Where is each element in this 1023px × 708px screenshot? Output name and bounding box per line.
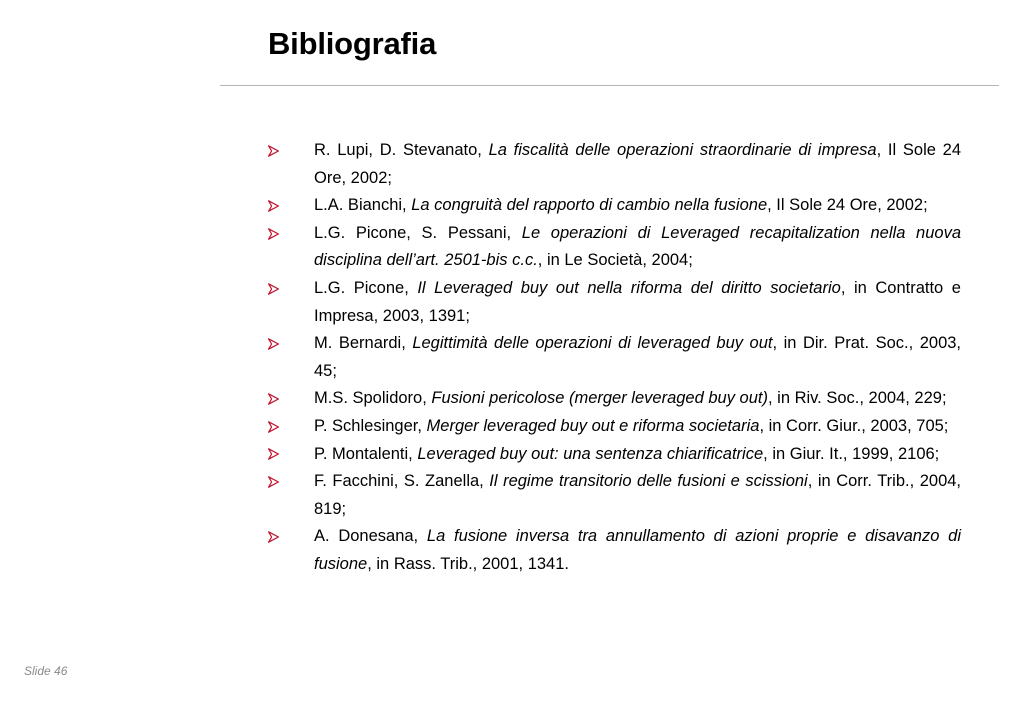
entry-authors: A. Donesana, — [314, 527, 427, 546]
entry-authors: F. Facchini, S. Zanella, — [314, 472, 490, 491]
entry-authors: L.A. Bianchi, — [314, 196, 412, 215]
entry-authors: L.G. Picone, — [314, 278, 418, 297]
entry-title: Il regime transitorio delle fusioni e scissioni — [489, 472, 808, 491]
entry-title: La congruità del rapporto di cambio nella fusione — [411, 196, 768, 215]
bibliography-list — [268, 137, 961, 579]
slide-title: Bibliografia — [268, 26, 437, 61]
entry-publication: , in Contratto e Impresa, 2003, 1391; — [314, 278, 961, 325]
entry-authors: P. Montalenti, — [314, 444, 418, 463]
entry-authors: R. Lupi, D. Stevanato, — [314, 141, 489, 159]
arrowhead-bullet-icon — [268, 385, 282, 413]
entry-title: Merger leveraged buy out e riforma societaria — [426, 416, 760, 435]
entry-title: La fiscalità delle operazioni straordinarie di impresa — [488, 141, 877, 159]
entry-publication: , in Riv. Soc., 2004, 229; — [767, 389, 947, 408]
bibliography-entry — [268, 137, 961, 192]
arrowhead-bullet-icon — [268, 137, 282, 165]
entry-title: Le operazioni di Leveraged recapitalization nella nuova disciplina dell’art. 2501-bis c.c. — [314, 223, 961, 270]
entry-publication: , in Corr. Giur., 2003, 705; — [759, 416, 949, 435]
arrowhead-bullet-icon — [268, 523, 282, 551]
entry-title: Leveraged buy out: una sentenza chiarificatrice — [417, 444, 764, 463]
entry-publication: , Il Sole 24 Ore, 2002; — [314, 141, 961, 187]
entry-publication: , in Corr. Trib., 2004, 819; — [314, 472, 962, 518]
bibliography-entry — [268, 385, 961, 413]
arrowhead-bullet-icon — [268, 275, 282, 303]
bibliography-entry — [268, 220, 961, 275]
slide-number: Slide 46 — [24, 664, 68, 678]
arrowhead-bullet-icon — [268, 413, 282, 441]
arrowhead-bullet-icon — [268, 330, 282, 358]
entry-publication: , Il Sole 24 Ore, 2002; — [767, 196, 928, 215]
entry-title: Il Leveraged buy out nella riforma del diritto societario — [417, 278, 841, 297]
entry-authors: P. Schlesinger, — [314, 416, 427, 435]
entry-publication: , in Le Società, 2004; — [537, 251, 693, 270]
bibliography-entry — [268, 523, 961, 578]
arrowhead-bullet-icon — [268, 192, 282, 220]
title-divider — [220, 85, 999, 86]
bibliography-entry — [268, 330, 961, 385]
entry-publication: , in Giur. It., 1999, 2106; — [763, 444, 940, 463]
entry-title: Fusioni pericolose (merger leveraged buy out) — [431, 389, 768, 408]
entry-publication: , in Dir. Prat. Soc., 2003, 45; — [314, 334, 962, 380]
entry-authors: M. Bernardi, — [314, 334, 413, 353]
bibliography-entry — [268, 275, 961, 330]
entry-title: La fusione inversa tra annullamento di azioni proprie e disavanzo di fusione — [314, 527, 961, 573]
bibliography-entry — [268, 192, 961, 220]
bibliography-entry — [268, 413, 961, 441]
arrowhead-bullet-icon — [268, 441, 282, 469]
entry-publication: , in Rass. Trib., 2001, 1341. — [367, 554, 569, 573]
arrowhead-bullet-icon — [268, 468, 282, 496]
entry-title: Legittimità delle operazioni di leveraged buy out — [412, 334, 773, 353]
arrowhead-bullet-icon — [268, 220, 282, 248]
bibliography-entry — [268, 468, 961, 523]
bibliography-entry — [268, 441, 961, 469]
entry-authors: L.G. Picone, S. Pessani, — [314, 223, 522, 242]
entry-authors: M.S. Spolidoro, — [314, 389, 432, 408]
